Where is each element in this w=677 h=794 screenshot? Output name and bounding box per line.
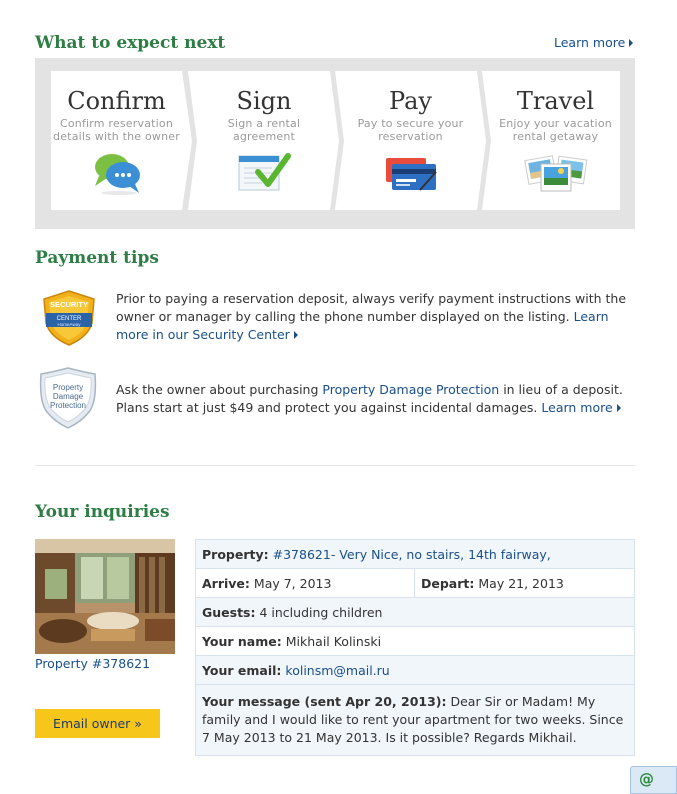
expect-heading: What to expect next bbox=[35, 33, 226, 53]
inquiries-heading: Your inquiries bbox=[35, 502, 170, 522]
property-photo[interactable] bbox=[35, 539, 175, 654]
security-center-badge-icon bbox=[40, 289, 98, 351]
svg-text:SECURITY: SECURITY bbox=[50, 300, 88, 309]
step-sign: Sign Sign a rental agreement bbox=[197, 58, 331, 229]
svg-text:Damage: Damage bbox=[52, 392, 84, 401]
svg-text:CENTER: CENTER bbox=[56, 316, 82, 322]
inquiry-details-table bbox=[195, 539, 635, 756]
tip-damage-protection-text: Ask the owner about purchasing Property Damage Protection in lieu of a deposit. Plans start at just $49 and protect you against incidental damages. Learn more bbox=[116, 382, 623, 415]
step-pay: Pay Pay to secure your reservation bbox=[344, 58, 477, 229]
step-travel: Travel Enjoy your vacation rental getaway bbox=[491, 58, 620, 229]
table-row: Property: #378621- Very Nice, no stairs, 14th fairway, bbox=[196, 540, 635, 569]
step-title: Travel bbox=[516, 87, 595, 115]
table-row: Your message (sent Apr 20, 2013): Dear Sir or Madam! My family and I would like to rent your apartment for two weeks. Since 7 May 2013 to 21 May 2013. Is it possible? Regards Mikhail. bbox=[196, 685, 635, 756]
damage-protection-learn-more-link[interactable]: Learn more bbox=[541, 400, 620, 415]
email-owner-button[interactable]: Email owner » bbox=[35, 709, 160, 738]
at-sign-icon: @ bbox=[639, 770, 654, 788]
svg-text:Property: Property bbox=[52, 383, 84, 392]
section-divider bbox=[35, 465, 635, 466]
depart-date: May 21, 2013 bbox=[478, 575, 564, 591]
chat-bubbles-icon bbox=[91, 150, 143, 196]
property-damage-protection-link[interactable]: Property Damage Protection bbox=[322, 382, 500, 397]
guests-value: 4 including children bbox=[259, 604, 383, 620]
chevron-right-icon bbox=[617, 404, 621, 412]
step-confirm: Confirm Confirm reservation details with the owner bbox=[51, 58, 182, 229]
chevron-right-icon bbox=[294, 331, 298, 339]
chat-widget[interactable] bbox=[630, 766, 677, 794]
property-title-link[interactable]: #378621- Very Nice, no stairs, 14th fairway, bbox=[272, 546, 551, 562]
expect-learn-more-link[interactable]: Learn more bbox=[554, 35, 633, 50]
table-row: Arrive: May 7, 2013 Depart: May 21, 2013 bbox=[196, 569, 635, 598]
payment-tips-heading: Payment tips bbox=[35, 248, 159, 268]
signed-document-icon bbox=[236, 150, 292, 196]
property-damage-protection-badge-icon bbox=[37, 366, 99, 434]
chevron-right-icon bbox=[629, 39, 633, 47]
property-link[interactable]: Property #378621 bbox=[35, 656, 151, 671]
name-value: Mikhail Kolinski bbox=[285, 633, 382, 649]
step-title: Pay bbox=[389, 87, 432, 115]
svg-text:HomeAway: HomeAway bbox=[57, 322, 81, 327]
tip-security-text: Prior to paying a reservation deposit, always verify payment instructions with the owner or manager by calling the phone number displayed on the listing. Learn more in our Security Center bbox=[116, 291, 627, 342]
email-link[interactable]: kolinsm@mail.ru bbox=[285, 662, 390, 678]
security-center-link[interactable]: Learn more in our Security Center bbox=[116, 309, 609, 342]
table-row: Your name: Mikhail Kolinski bbox=[196, 627, 635, 656]
vacation-photos-icon bbox=[523, 150, 589, 196]
payment-cards-icon bbox=[382, 150, 440, 196]
table-row: Your email: kolinsm@mail.ru bbox=[196, 656, 635, 685]
message-value: Dear Sir or Madam! My family and I would like to rent your apartment for two weeks. Since 7 May 2013 to 21 May 2013. Is it possible? Regards Mikhail. bbox=[202, 694, 624, 745]
svg-text:Protection: Protection bbox=[49, 401, 87, 410]
steps-panel bbox=[35, 58, 635, 229]
table-row: Guests: 4 including children bbox=[196, 598, 635, 627]
step-title: Confirm bbox=[67, 87, 166, 115]
step-title: Sign bbox=[236, 87, 292, 115]
arrive-date: May 7, 2013 bbox=[253, 575, 332, 591]
